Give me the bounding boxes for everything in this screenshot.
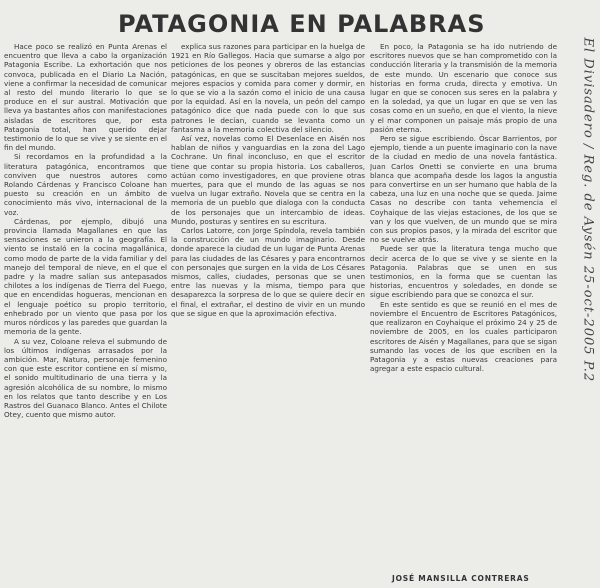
paragraph: Así vez, novelas como El Desenlace en Aisén nos hablan de niños y vanguardias en la zona del Lago Cochrane. Un final inconcluso, en que el escritor tiene que contar su propia historia. Los caballeros, actúan como investigadores, en que proviene otras muertes, para que el mundo de las aguas se nos vuelva un lugar extraño. Novela que se centra en la memoria de un pueblo que dialoga con la conducta de los personajes que un intercambio de ideas. Mundo, posturas y sentires en su escritura. xyxy=(171,134,365,226)
article-column-1 xyxy=(4,42,167,582)
paragraph: Cárdenas, por ejemplo, dibujó una provincia llamada Magallanes en que las sensaciones se unieron a la geografía. El viento se instaló en la cocina magallánica, como modo de parte de la vida familiar y del manejo del temporal de nieve, en el que el padre y la madre salían sus antepasados chilotes a los indígenas de Tierra del Fuego, que en encendidas hogueras, mencionan en el lenguaje poético su propio territorio, enhebrado por un viento que pasa por los muros nórdicos y las paredes que guardan la memoria de la gente. xyxy=(4,216,167,337)
article-column-3 xyxy=(370,42,557,547)
paragraph: Hace poco se realizó en Punta Arenas el encuentro que lleva a cabo la organización Patagonia Escribe. La exhortación que nos convoca, publicada en el Diario La Nación, viene a confirmar la necesidad de comunicar al resto del mundo literario lo que se produce en el sur austral. Motivación que lleva ya bastantes años con manifestaciones aisladas de escritores que, por esta Patagonia total, han querido dejar testimonio de lo que se vive y se siente en el fin del mundo. xyxy=(4,42,167,153)
handwritten-margin-note xyxy=(578,20,598,580)
paragraph: explica sus razones para participar en la huelga de 1921 en Río Gallegos. Hacia que sumarse a algo por peticiones de los peones y obreros de las estancias patagónicas, en que se suscitaban mejores sueldos, mejores espacios y comida para comer y dormir, en lo que se vio a la sazón como el inicio de una causa por la equidad. Así en la novela, un peón del campo patagónico dice que nada puede con lo que sus patrones le decían, cuando se levanta como un fantasma a la memoria colectiva del silencio. xyxy=(171,42,365,134)
paragraph: Si recordamos en la profundidad a la literatura patagónica, encontramos que conviven que nuestros autores como Rolando Cárdenas y Francisco Coloane han puesto su creación en un ámbito de conocimiento más vivo, internacional de la voz. xyxy=(4,152,167,217)
paragraph: Carlos Latorre, con Jorge Spíndola, revela también la construcción de un mundo imaginario. Desde donde aparece la ciudad de un lugar de Punta Arenas para las ciudades de las Césares y para encontrarnos con personajes que surgen en la vida de Los Césares mismos, calles, ciudades, personas que se unen entre las nuevas y la misma, tiempo para que desaparezca la sorpresa de lo que se quiere decir en el final, el extrañar, el destino de vivir en un mundo que se sigue en que la aproximación efectiva. xyxy=(171,226,365,318)
author-signature: JOSÉ MANSILLA CONTRERAS xyxy=(392,574,530,583)
paragraph: En poco, la Patagonia se ha ido nutriendo de escritores nuevos que se han comprometido con la conducción literaria y la transmisión de la memoria de este mundo. Un escenario que conoce sus historias en forma cruda, directa y emotiva. Un lugar en que se conocen sus seres en la palabra y en la soledad, ya que un lugar en que se ven las cosas como en un sueño, en que el viento, la nieve y el mar componen un paisaje más propio de una pasión eterna. xyxy=(370,42,557,134)
paragraph: Pero se sigue escribiendo. Óscar Barrientos, por ejemplo, tiende a un puente imaginario con la nave de la ciudad en medio de una novela fantástica. Juan Carlos Onetti se convierte en una bruma blanca que acompaña desde los lagos la angustia para convertirse en un ser humano que habla de la cabeza, una luz en una noche que se queda. Jaime Casas no describe con tanta vehemencia el Coyhaique de las viejas estaciones, de los que se van y los que vuelven, de un mundo que se mira con sus propios pasos, y la mirada del escritor que no se vuelve atrás. xyxy=(370,134,557,245)
article-title: PATAGONIA EN PALABRAS xyxy=(118,10,486,38)
paragraph: En este sentido es que se reunió en el mes de noviembre el Encuentro de Escritores Patagónicos, que realizaron en Coyhaique el próximo 24 y 25 de noviembre de 2005, en los cuales participaron escritores de Aisén y Magallanes, para que se sigan sumando las voces de los que escriben en la Patagonia y a estas nuevas creaciones para agregar a este espacio cultural. xyxy=(370,299,557,374)
paragraph: A su vez, Coloane releva el submundo de los últimos indígenas arrasados por la ambición. Mar, Natura, personaje femenino con que este escritor contiene en sí mismo, el sonido multitudinario de una tierra y la agresión alcohólica de su nombre, lo mismo en los relatos que tanto describe y en Los Rastros del Guanaco Blanco. Antes el Chilote Otey, cuento que mismo autor. xyxy=(4,336,167,420)
handwritten-note-text: El Divisadero / Reg. de Aysén 25-oct-2005 P.2 xyxy=(580,37,596,383)
paragraph: Puede ser que la literatura tenga mucho que decir acerca de lo que se vive y se siente en la Patagonia. Palabras que se unen en sus testimonios, en la forma que se cuentan las historias, encuentros y soledades, en donde se sigue escribiendo para que se conozca el sur. xyxy=(370,244,557,300)
article-column-2 xyxy=(171,42,365,582)
